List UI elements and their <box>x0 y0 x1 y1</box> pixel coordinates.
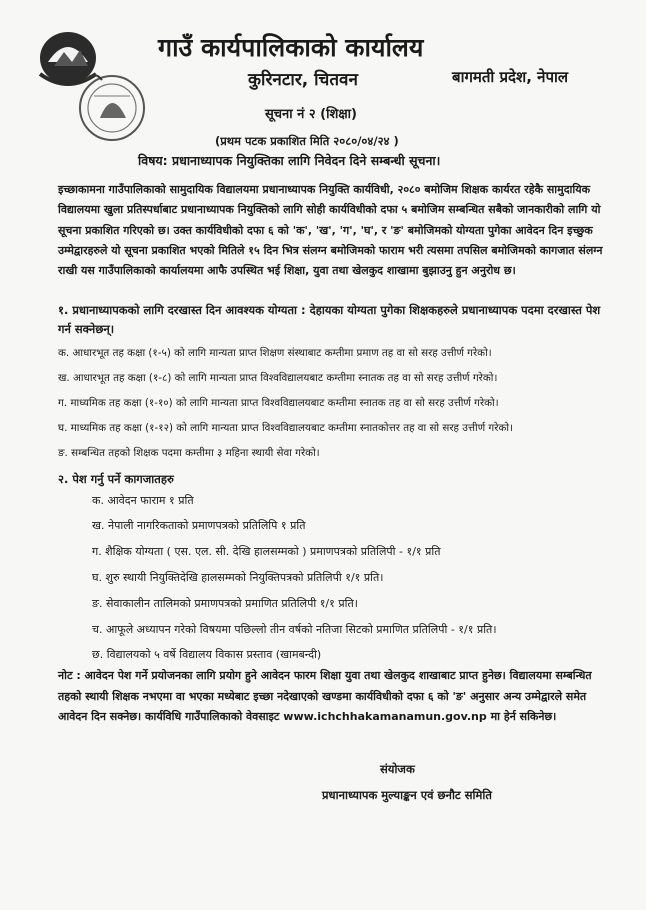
section-1-heading: १. प्रधानाध्यापकको लागि दरखास्त दिन आवश्यक योग्यता : देहायका योग्यता पुगेका शिक्षकहरुले प्रधानाध्यापक पदमा दरखास्त पेश गर्न सक्नेछन्। <box>58 303 601 336</box>
list-item: ख. नेपाली नागरिकताको प्रमाणपत्रको प्रतिलिपि १ प्रति <box>92 519 306 532</box>
publication-date: (प्रथम पटक प्रकाशित मिति २०८०/०४/२४ ) <box>215 134 399 148</box>
section-2-heading: २. पेश गर्नु पर्ने कागजातहरु <box>58 472 174 486</box>
list-item: घ. शुरु स्थायी नियुक्तिदेखि हालसम्मको नियुक्तिपत्रको प्रतिलिपी १/१ प्रति। <box>92 571 384 584</box>
list-item: घ. माध्यमिक तह कक्षा (१-१२) को लागि मान्यता प्राप्त विश्वविद्यालयबाट कम्तीमा स्नातकोत्तर तह वा सो सरह उत्तीर्ण गरेको। <box>58 422 513 434</box>
list-item: क. आवेदन फाराम १ प्रति <box>92 494 194 507</box>
list-item: ङ. सेवाकालीन तालिमको प्रमाणपत्रको प्रमाणित प्रतिलिपी १/१ प्रति। <box>92 597 358 610</box>
office-title: गाउँ कार्यपालिकाको कार्यालय <box>158 33 424 62</box>
note-paragraph: नोट : आवेदन पेश गर्ने प्रयोजनका लागि प्रयोग हुने आवेदन फारम शिक्षा युवा तथा खेलकुद शाखाबाट प्राप्त हुनेछ। विद्यालयमा सम्बन्धित तहको स्थायी शिक्षक नभएमा वा भएका मध्येबाट इच्छा नदेखाएको खण्डमा कार्यविधीको दफा ६ को 'ङ' अनुसार अन्य उम्मेद्वारले समेत आवेदन दिन सक्नेछ। कार्यविधि गाउँपालिकाको वेवसाइट www.ichchhakamanamun.gov.np मा हेर्न सकिनेछ। <box>58 669 592 724</box>
nepal-emblem-seal-icon <box>34 22 152 144</box>
notice-subject: विषय: प्रधानाध्यापक नियुक्तिका लागि निवेदन दिने सम्बन्धी सूचना। <box>138 153 441 168</box>
province-address: बागमती प्रदेश, नेपाल <box>452 68 569 86</box>
intro-paragraph: इच्छाकामना गाउँपालिकाको सामुदायिक विद्यालयमा प्रधानाध्यापक नियुक्ति कार्यविधी, २०८० बमोजिम शिक्षक कार्यरत रहेकै सामुदायिक विद्यालयमा खुला प्रतिस्पर्धाबाट प्रधानाध्यापक नियुक्तिको लागि सोही कार्यविधीको दफा ५ बमोजिम सम्बन्धित सबैको जानकारीको लागि यो सूचना प्रकाशित गरिएको छ। उक्त कार्यविधीको दफा ६ को 'क', 'ख', 'ग', 'घ', र 'ङ' बमोजिमको योग्यता पुगेका आवेदन दिन इच्छुक उम्मेद्वारहरुले यो सूचना प्रकाशित भएको मितिले १५ दिन भित्र संलग्न बमोजिमको फाराम भरी त्यसमा तपसिल बमोजिमको कागजात संलग्न राखी यस गाउँपालिकाको कार्यालयमा आफै उपस्थित भई शिक्षा, युवा तथा खेलकुद शाखामा बुझाउनु हुन अनुरोध छ। <box>58 183 603 278</box>
list-item: ग. शैक्षिक योग्यता ( एस. एल. सी. देखि हालसम्मको ) प्रमाणपत्रको प्रतिलिपी - १/१ प्रति <box>92 545 441 558</box>
committee-name: प्रधानाध्यापक मुल्याङ्कन एवं छनौट समिति <box>322 788 492 802</box>
list-item: ग. माध्यमिक तह कक्षा (१-१०) को लागि मान्यता प्राप्त विश्वविद्यालयबाट कम्तीमा स्नातक तह वा सो सरह उत्तीर्ण गरेको। <box>58 397 499 409</box>
list-item: छ. विद्यालयको ५ वर्षे विद्यालय विकास प्रस्ताव (खामबन्दी) <box>92 648 322 661</box>
notice-number: सूचना नं २ (शिक्षा) <box>265 107 357 122</box>
list-item: ख. आधारभूत तह कक्षा (१-८) को लागि मान्यता प्राप्त विश्वविद्यालयबाट कम्तीमा स्नातक तह वा सो सरह उत्तीर्ण गरेको। <box>58 372 498 384</box>
list-item: च. आफूले अध्यापन गरेको विषयमा पछिल्लो तीन वर्षको नतिजा सिटको प्रमाणित प्रतिलिपी - १/१ प्रति। <box>92 623 497 636</box>
signatory-role: संयोजक <box>380 762 415 776</box>
municipality-address: कुरिनटार, चितवन <box>248 70 358 90</box>
list-item: क. आधारभूत तह कक्षा (१-५) को लागि मान्यता प्राप्त शिक्षण संस्थाबाट कम्तीमा प्रमाण तह वा सो सरह उत्तीर्ण गरेको। <box>58 347 492 359</box>
list-item: ङ. सम्बन्धित तहको शिक्षक पदमा कम्तीमा ३ महिना स्थायी सेवा गरेको। <box>58 447 320 459</box>
